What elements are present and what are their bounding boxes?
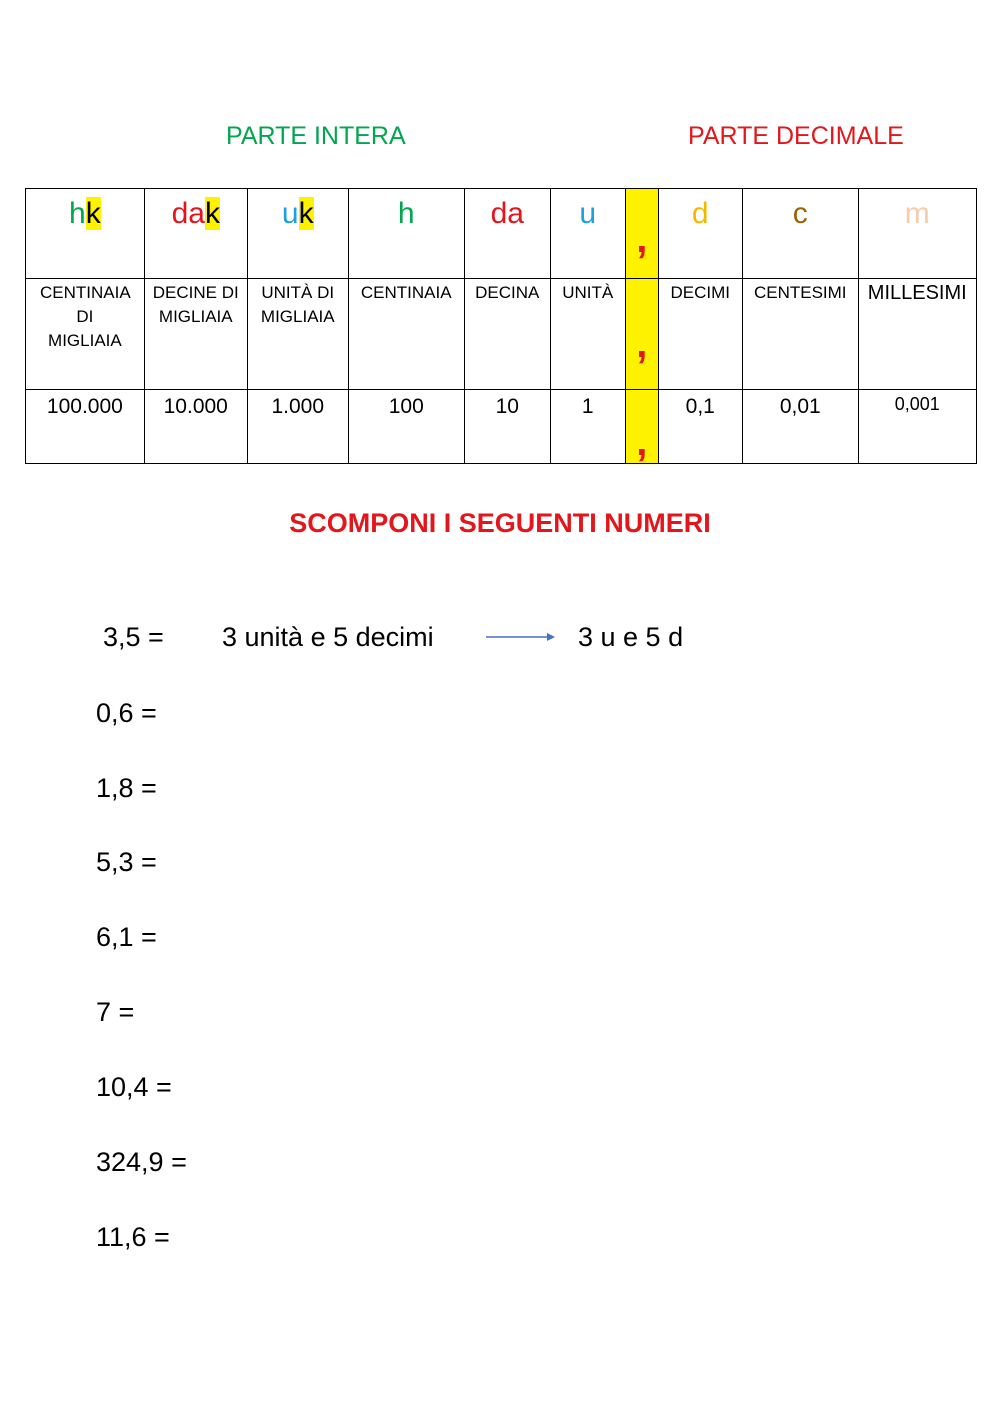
place-symbol	[282, 197, 314, 231]
symbol-cell-d	[658, 189, 742, 279]
symbol-cell-da	[464, 189, 550, 279]
value-row	[26, 390, 977, 464]
symbol-cell-uk	[247, 189, 348, 279]
place-value: 100	[388, 395, 424, 418]
place-symbol: u	[579, 197, 597, 230]
symbol-cell-dak	[144, 189, 247, 279]
symbol-cell-u	[550, 189, 625, 279]
parte-decimale-heading: PARTE DECIMALE	[688, 122, 904, 150]
name-cell	[464, 279, 550, 390]
place-name: CENTINAIA DI MIGLIAIA	[40, 283, 131, 350]
place-symbol	[69, 197, 101, 231]
value-cell	[247, 390, 348, 464]
comma-cell	[625, 390, 658, 464]
exercise-item: 5,3 =	[96, 847, 157, 877]
place-name: MILLESIMI	[867, 282, 967, 304]
symbol-suffix: k	[204, 197, 220, 230]
comma-cell	[625, 279, 658, 390]
exercise-item: 6,1 =	[96, 922, 157, 952]
exercise-item: 0,6 =	[96, 698, 157, 728]
place-value: 100.000	[46, 395, 123, 418]
place-value: 1	[581, 395, 594, 418]
value-cell	[464, 390, 550, 464]
symbol-cell-c	[742, 189, 858, 279]
place-name: UNITÀ DI MIGLIAIA	[260, 283, 335, 326]
example-short: 3 u e 5 d	[578, 622, 684, 652]
symbol-prefix: da	[171, 197, 205, 230]
place-name: DECINE DI MIGLIAIA	[152, 283, 239, 326]
symbol-suffix: k	[298, 197, 314, 230]
place-symbol: m	[904, 197, 930, 230]
exercise-item: 324,9 =	[96, 1147, 187, 1177]
exercise-item: 7 =	[96, 997, 135, 1027]
place-value: 1.000	[271, 395, 325, 418]
place-value: 10	[495, 395, 519, 418]
name-cell	[247, 279, 348, 390]
place-symbol: da	[490, 197, 524, 230]
name-cell	[26, 279, 145, 390]
place-name: UNITÀ	[562, 283, 614, 302]
place-symbol: c	[792, 197, 808, 230]
symbol-prefix: h	[69, 197, 86, 230]
symbol-cell-hk	[26, 189, 145, 279]
name-cell	[658, 279, 742, 390]
decimal-comma: ,	[636, 322, 648, 366]
name-cell	[858, 279, 976, 390]
place-value: 0,01	[779, 395, 821, 418]
symbol-cell-h	[348, 189, 464, 279]
name-row	[26, 279, 977, 390]
comma-cell	[625, 189, 658, 279]
value-cell	[26, 390, 145, 464]
example-row	[0, 622, 1000, 662]
decimal-comma: ,	[636, 420, 648, 464]
value-cell	[550, 390, 625, 464]
exercise-item: 1,8 =	[96, 773, 157, 803]
place-symbol	[172, 197, 220, 231]
symbol-prefix: u	[281, 197, 299, 230]
place-name: DECIMI	[670, 283, 730, 302]
place-value: 0,001	[894, 394, 940, 414]
place-value-table	[25, 188, 977, 464]
name-cell	[550, 279, 625, 390]
symbol-cell-m	[858, 189, 976, 279]
name-cell	[742, 279, 858, 390]
decimal-comma: ,	[636, 217, 648, 261]
symbol-row	[26, 189, 977, 279]
arrow-right-icon	[485, 630, 557, 644]
symbol-suffix: k	[85, 197, 101, 230]
value-cell	[348, 390, 464, 464]
parte-intera-heading: PARTE INTERA	[226, 122, 406, 150]
name-cell	[348, 279, 464, 390]
value-cell	[658, 390, 742, 464]
value-cell	[144, 390, 247, 464]
place-name: CENTINAIA	[360, 283, 452, 302]
name-cell	[144, 279, 247, 390]
place-symbol: h	[397, 197, 415, 230]
exercise-title: SCOMPONI I SEGUENTI NUMERI	[289, 508, 711, 538]
value-cell	[742, 390, 858, 464]
place-value: 0,1	[685, 395, 715, 418]
place-name: DECINA	[475, 283, 540, 302]
example-decomposition: 3 unità e 5 decimi	[222, 622, 434, 652]
place-name: CENTESIMI	[753, 283, 847, 302]
place-value: 10.000	[163, 395, 228, 418]
place-symbol: d	[691, 197, 709, 230]
example-number: 3,5 =	[103, 622, 164, 652]
exercise-item: 10,4 =	[96, 1072, 172, 1102]
value-cell	[858, 390, 976, 464]
exercise-item: 11,6 =	[96, 1222, 170, 1252]
